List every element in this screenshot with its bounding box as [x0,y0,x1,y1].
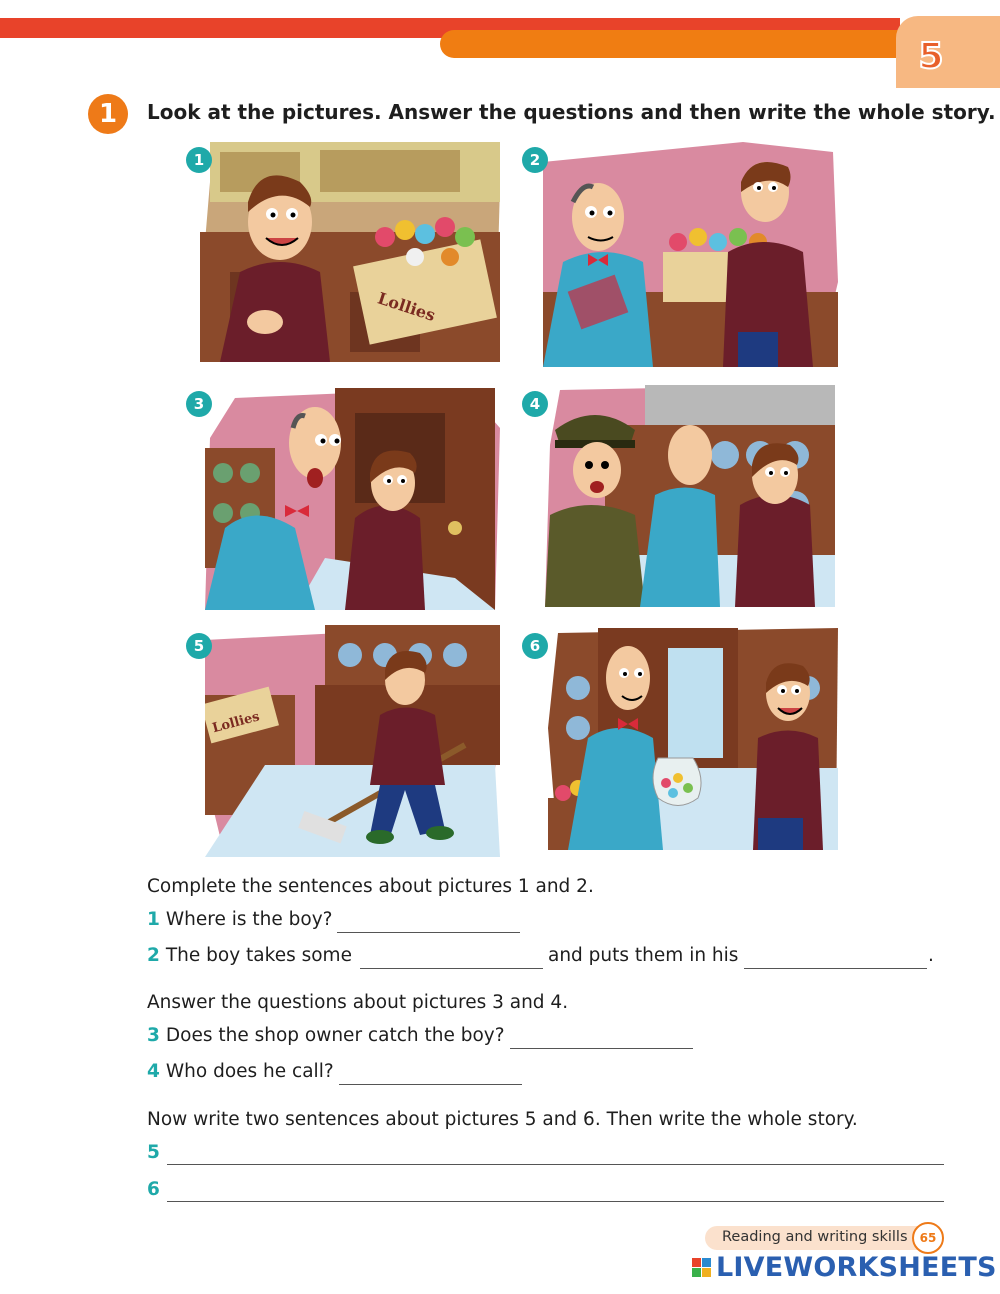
picture-2-number: 2 [522,147,548,173]
question-4 [147,1061,334,1082]
question-2-text-middle: and puts them in his [548,945,739,966]
liveworksheets-logo-icon [692,1256,712,1280]
part-c-prompt: Now write two sentences about pictures 5 and 6. Then write the whole story. [147,1109,858,1130]
answer-4-blank[interactable] [339,1083,522,1085]
picture-6-number: 6 [522,633,548,659]
picture-1-number: 1 [186,147,212,173]
question-1 [147,909,332,930]
picture-4-number: 4 [522,391,548,417]
footer-section-label: Reading and writing skills [722,1229,908,1245]
answer-2b-blank[interactable] [744,967,927,969]
question-4-number: 4 [147,1061,160,1082]
question-2-number: 2 [147,945,160,966]
liveworksheets-brand[interactable]: LIVEWORKSHEETS [716,1252,997,1283]
part-a-prompt: Complete the sentences about pictures 1 and 2. [147,876,594,897]
question-2-text-before: The boy takes some [165,945,352,966]
story-picture-4 [545,385,835,607]
line-6 [147,1179,166,1200]
line-5-number: 5 [147,1142,160,1163]
question-2 [147,945,352,966]
story-picture-3 [205,388,500,610]
story-picture-5 [205,625,500,857]
question-3-number: 3 [147,1025,160,1046]
answer-1-blank[interactable] [337,931,520,933]
answer-5-line[interactable] [167,1163,944,1165]
story-picture-1 [200,142,500,362]
story-picture-6 [548,628,838,850]
question-1-number: 1 [147,909,160,930]
answer-6-line[interactable] [167,1200,944,1202]
answer-2a-blank[interactable] [360,967,543,969]
header-orange-bar [440,30,910,58]
answer-3-blank[interactable] [510,1047,693,1049]
question-1-text: Where is the boy? [165,909,333,930]
question-4-text: Who does he call? [165,1061,334,1082]
unit-number: 5 [918,36,944,77]
lollies-sign: Lollies [375,288,438,325]
exercise-instruction: Look at the pictures. Answer the questions and then write the whole story. [147,100,996,124]
story-picture-2 [543,142,838,367]
question-3-text: Does the shop owner catch the boy? [165,1025,505,1046]
lollies-sign-small: Lollies [210,709,262,737]
question-3 [147,1025,505,1046]
page-number: 65 [912,1222,944,1254]
question-2-text-end: . [928,945,934,966]
line-5 [147,1142,166,1163]
exercise-number-badge: 1 [88,94,128,134]
picture-3-number: 3 [186,391,212,417]
line-6-number: 6 [147,1179,160,1200]
part-b-prompt: Answer the questions about pictures 3 and 4. [147,992,569,1013]
picture-5-number: 5 [186,633,212,659]
